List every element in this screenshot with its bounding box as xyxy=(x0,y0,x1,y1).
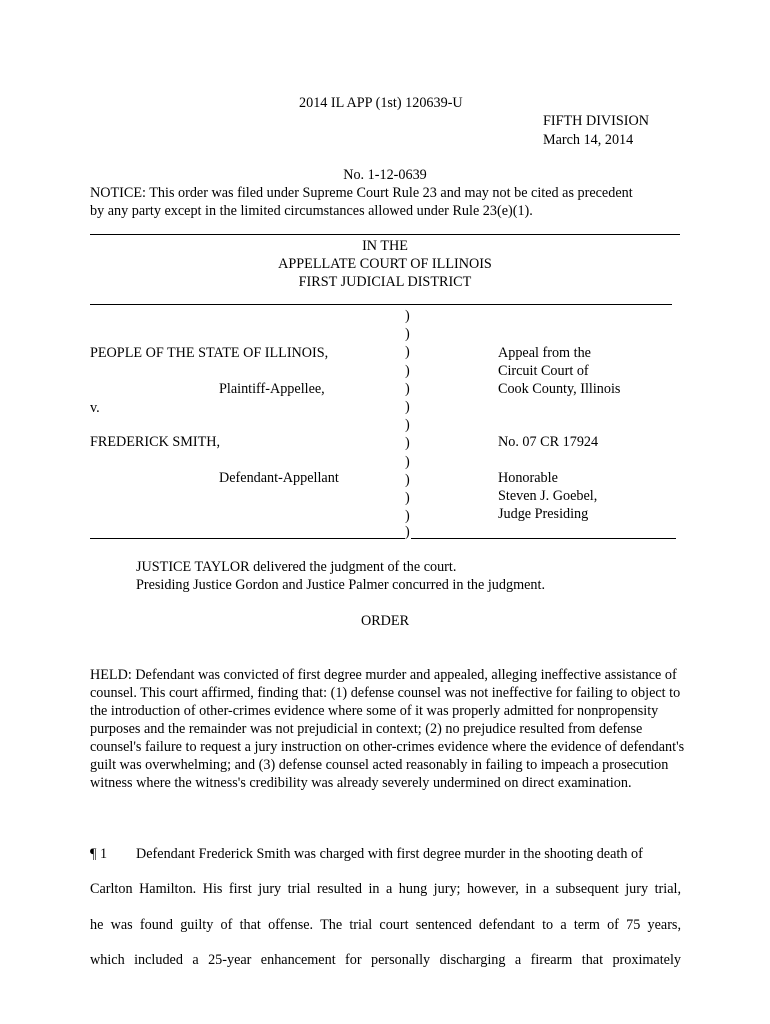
caption-bottom-rule-left xyxy=(90,538,405,539)
paragraph-marker: ¶ 1 xyxy=(90,846,108,862)
caption-bottom-paren: ) xyxy=(405,524,410,540)
trial-case-number: No. 07 CR 17924 xyxy=(498,434,599,450)
caption-paren-column: ) ) ) ) ) ) ) ) ) ) ) ) xyxy=(405,308,410,525)
plaintiff-role: Plaintiff-Appellee, xyxy=(219,381,325,397)
versus: v. xyxy=(90,400,100,416)
court-line-1: IN THE xyxy=(362,238,408,254)
judgment-author: JUSTICE TAYLOR delivered the judgment of the court. xyxy=(136,559,457,575)
division: FIFTH DIVISION xyxy=(543,113,650,129)
plaintiff-name: PEOPLE OF THE STATE OF ILLINOIS, xyxy=(90,345,329,361)
citation: 2014 IL APP (1st) 120639-U xyxy=(299,95,463,111)
docket-number: No. 1-12-0639 xyxy=(343,167,427,183)
judge-line-3: Judge Presiding xyxy=(498,506,589,522)
defendant-name: FREDERICK SMITH, xyxy=(90,434,221,450)
judge-line-2: Steven J. Goebel, xyxy=(498,488,598,504)
judge-line-1: Honorable xyxy=(498,470,558,486)
held-summary: HELD: Defendant was convicted of first degree murder and appealed, alleging ineffective assistance of counsel. This court affirmed, finding that: (1) defense counsel was not ineffective for failing to object to the introduction of other-crimes evidence where some of it was properly admitted for nonpropensity purposes and the remainder was not prejudicial in context; (2) no prejudice resulted from defense counsel's failure to request a jury instruction on other-crimes evidence where the evidence of defendant's guilt was overwhelming; and (3) defense counsel acted reasonably in failing to impeach a prosecution witness where the witness's credibility was already severely undermined on direct examination. xyxy=(90,667,685,791)
notice-line-2: by any party except in the limited circumstances allowed under Rule 23(e)(1). xyxy=(90,203,533,219)
caption-bottom-rule-right xyxy=(411,538,676,539)
defendant-role: Defendant-Appellant xyxy=(219,470,339,486)
notice-line-1: NOTICE: This order was filed under Supreme Court Rule 23 and may not be cited as precedent xyxy=(90,185,633,201)
filing-date: March 14, 2014 xyxy=(543,132,634,148)
paragraph-1-line-2: Carlton Hamilton. His first jury trial resulted in a hung jury; however, in a subsequent jury trial, xyxy=(90,881,681,897)
court-line-3: FIRST JUDICIAL DISTRICT xyxy=(298,274,472,290)
appeal-line-2: Circuit Court of xyxy=(498,363,589,379)
paragraph-1-line-4: which included a 25-year enhancement for personally discharging a firearm that proximately xyxy=(90,952,681,968)
paragraph-1-line-1: Defendant Frederick Smith was charged with first degree murder in the shooting death of xyxy=(136,846,643,862)
court-divider xyxy=(90,304,672,305)
paragraph-1-line-3: he was found guilty of that offense. The trial court sentenced defendant to a term of 75 years, xyxy=(90,917,681,933)
order-heading: ORDER xyxy=(360,613,410,629)
notice-divider xyxy=(90,234,680,235)
court-line-2: APPELLATE COURT OF ILLINOIS xyxy=(278,256,492,272)
judgment-concurrence: Presiding Justice Gordon and Justice Palmer concurred in the judgment. xyxy=(136,577,545,593)
appeal-line-1: Appeal from the xyxy=(498,345,591,361)
appeal-line-3: Cook County, Illinois xyxy=(498,381,621,397)
